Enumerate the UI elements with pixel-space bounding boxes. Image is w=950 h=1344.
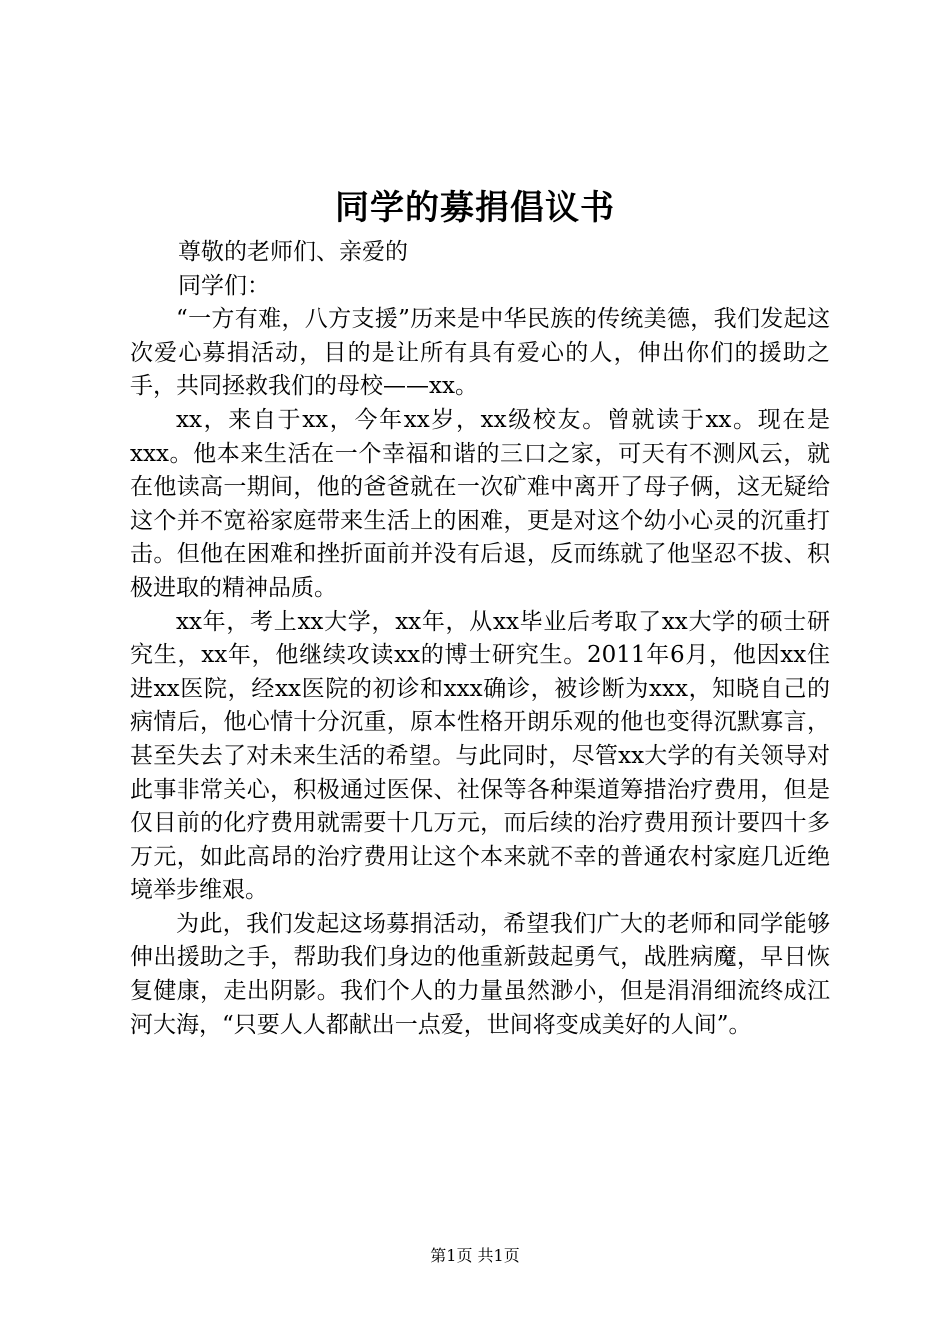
paragraph-background: xx，来自于xx，今年xx岁，xx级校友。曾就读于xx。现在是xxx。他本来生活在一个幸福和谐的三口之家，可天有不测风云，就在他读高一期间，他的爸爸就在一次矿难中离开了母子俩，这无疑给这个并不宽裕家庭带来生活上的困难，更是对这个幼小心灵的沉重打击。但他在困难和挫折面前并没有后退，反而练就了他坚忍不拔、积极进取的精神品质。 — [130, 406, 830, 601]
page-footer: 第1页 共1页 — [430, 1246, 520, 1265]
document-title: 同学的募捐倡议书 — [335, 188, 615, 228]
salutation-line-2: 同学们： — [178, 272, 270, 299]
salutation-line-1: 尊敬的老师们、亲爱的 — [178, 239, 408, 265]
paragraph-illness: xx年，考上xx大学，xx年，从xx毕业后考取了xx大学的硕士研究生，xx年，他继续攻读xx的博士研究生。2011年6月，他因xx住进xx医院，经xx医院的初诊和xxx确诊，被诊断为xxx，知晓自己的病情后，他心情十分沉重，原本性格开朗乐观的他也变得沉默寡言，甚至失去了对未来生活的希望。与此同时，尽管xx大学的有关领导对此事非常关心，积极通过医保、社保等各种渠道筹措治疗费用，但是仅目前的化疗费用就需要十几万元，而后续的治疗费用预计要四十多万元，如此高昂的治疗费用让这个本来就不幸的普通农村家庭几近绝境举步维艰。 — [130, 608, 830, 904]
paragraph-appeal: 为此，我们发起这场募捐活动，希望我们广大的老师和同学能够伸出援助之手，帮助我们身边的他重新鼓起勇气，战胜病魔，早日恢复健康，走出阴影。我们个人的力量虽然渺小，但是涓涓细流终成江河大海，“只要人人都献出一点爱，世间将变成美好的人间”。 — [130, 910, 830, 1038]
paragraph-intro: “一方有难，八方支援”历来是中华民族的传统美德，我们发起这次爱心募捐活动，目的是让所有具有爱心的人，伸出你们的援助之手，共同拯救我们的母校——xx。 — [130, 306, 830, 400]
document-body — [130, 236, 830, 1042]
